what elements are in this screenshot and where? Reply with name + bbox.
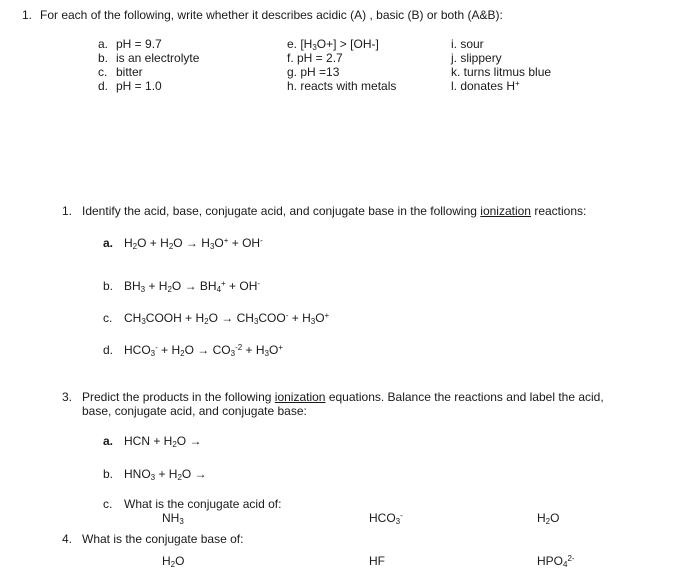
q1-item-c-letter: c.: [98, 65, 108, 79]
q3-c-item-2: $HCO_3^-$: [369, 511, 403, 526]
q1-item-k: k. turns litmus blue: [451, 65, 552, 79]
q2-d-letter: d.: [103, 343, 114, 357]
q1-item-g: g. pH =13: [287, 65, 340, 79]
q2-c-letter: c.: [103, 311, 113, 325]
q4-item-3: $HPO_4^{2-}$: [537, 554, 575, 569]
q1-item-c: bitter: [116, 65, 143, 79]
q3-b-letter: b.: [103, 467, 114, 481]
q4-item-2: HF: [369, 554, 385, 568]
q3-c-prompt: What is the conjugate acid of:: [124, 497, 282, 511]
q1-item-h: h. reacts with metals: [287, 79, 397, 93]
q1-item-l: l. donates H+: [451, 79, 520, 93]
q1-item-a-letter: a.: [98, 37, 109, 51]
q2-number: 1.: [62, 204, 73, 218]
q1-item-f: f. pH = 2.7: [287, 51, 343, 65]
q1-item-d: pH = 1.0: [116, 79, 162, 93]
q1-item-i: i. sour: [451, 37, 484, 51]
q1-prompt: For each of the following, write whether it describes acidic (A) , basic (B) or both (A&B):: [40, 8, 503, 22]
q3-c-item-3: $H_2O$: [537, 511, 560, 526]
q2-reaction-d: $HCO_3^- + H_2O \to CO_3^{-2} + H_3O^+$: [124, 343, 283, 358]
q3-number: 3.: [62, 390, 73, 404]
q1-item-d-letter: d.: [98, 79, 109, 93]
q4-prompt: What is the conjugate base of:: [82, 532, 244, 546]
q3-equation-b: $HNO_3 + H_2O$ →: [124, 467, 207, 482]
q3-c-item-1: $NH_3$: [162, 511, 184, 526]
q2-reaction-b: $BH_3 + H_2O \to BH_4^+ + OH^-$: [124, 279, 261, 294]
q4-item-1: $H_2O$: [162, 554, 185, 569]
q2-reaction-c: $CH_3COOH + H_2O \to CH_3COO^- + H_3O^+$: [124, 311, 330, 326]
q1-number: 1.: [22, 8, 33, 22]
q2-reaction-a: $H_2O + H_2O \to H_3O^+ + OH^-$: [124, 236, 263, 251]
q2-a-letter: a.: [103, 236, 114, 250]
q2-prompt: Identify the acid, base, conjugate acid, and conjugate base in the following ionization reactions:: [82, 204, 587, 218]
q3-a-letter: a.: [103, 434, 114, 448]
q3-prompt-line2: base, conjugate acid, and conjugate base:: [82, 404, 307, 418]
q1-item-e: e. $[H_3O+] > [OH-]$: [287, 37, 379, 52]
q1-item-b: is an electrolyte: [116, 51, 200, 65]
q2-b-letter: b.: [103, 279, 114, 293]
q4-number: 4.: [62, 532, 73, 546]
q3-c-letter: c.: [103, 497, 113, 511]
q1-item-b-letter: b.: [98, 51, 109, 65]
q3-equation-a: HCN + $H_2O$ →: [124, 434, 202, 449]
q3-prompt: Predict the products in the following ionization equations. Balance the reactions and label the acid,: [82, 390, 604, 404]
q1-item-j: j. slippery: [451, 51, 502, 65]
q1-item-a: pH = 9.7: [116, 37, 162, 51]
